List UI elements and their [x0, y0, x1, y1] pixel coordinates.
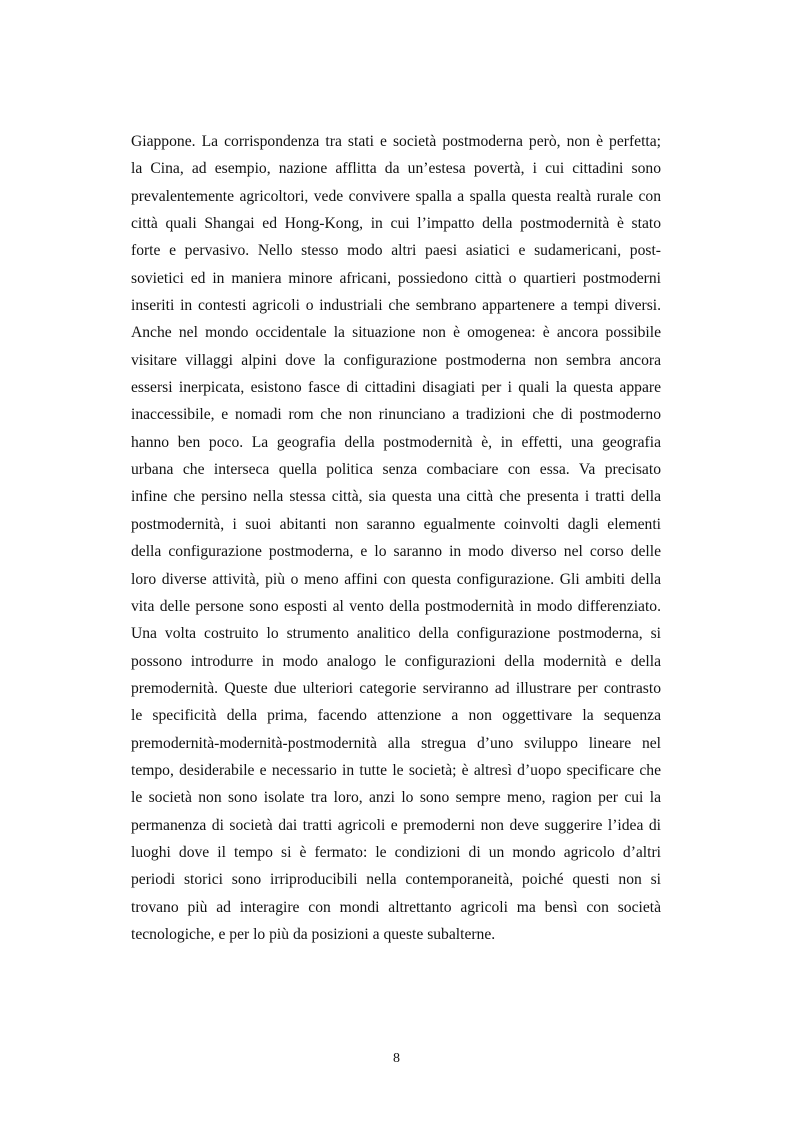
text-line: periodi storici sono irriproducibili nella contemporaneità, poiché questi non si — [131, 871, 661, 889]
text-line: vita delle persone sono esposti al vento della postmodernità in modo differenziato. — [131, 597, 661, 615]
text-line: visitare villaggi alpini dove la configurazione postmoderna non sembra ancora — [131, 351, 661, 369]
text-line: le società non sono isolate tra loro, anzi lo sono sempre meno, ragion per cui la — [131, 789, 661, 807]
text-line: infine che persino nella stessa città, sia questa una città che presenta i tratti della — [131, 488, 661, 506]
text-line: postmodernità, i suoi abitanti non saranno egualmente coinvolti dagli elementi — [131, 515, 661, 533]
text-line: trovano più ad interagire con mondi altrettanto agricoli ma bensì con società — [131, 898, 661, 916]
text-line: forte e pervasivo. Nello stesso modo altri paesi asiatici e sudamericani, post- — [131, 242, 661, 260]
text-line: premodernità. Queste due ulteriori categorie serviranno ad illustrare per contrasto — [131, 679, 661, 697]
text-line: città quali Shangai ed Hong-Kong, in cui l’impatto della postmodernità è stato — [131, 215, 661, 233]
text-line: sovietici ed in maniera minore africani, possiedono città o quartieri postmoderni — [131, 269, 661, 287]
text-line: permanenza di società dai tratti agricoli e premoderni non deve suggerire l’idea di — [131, 816, 661, 834]
page-number: 8 — [393, 1051, 400, 1066]
text-line: premodernità-modernità-postmodernità alla stregua d’uno sviluppo lineare nel — [131, 734, 661, 752]
text-line: inaccessibile, e nomadi rom che non rinunciano a tradizioni che di postmoderno — [131, 406, 661, 424]
text-line: la Cina, ad esempio, nazione afflitta da un’estesa povertà, i cui cittadini sono — [131, 160, 661, 178]
text-line: Giappone. La corrispondenza tra stati e società postmoderna però, non è perfetta; — [131, 133, 661, 150]
text-line: loro diverse attività, più o meno affini con questa configurazione. Gli ambiti della — [131, 570, 661, 588]
text-line: essersi inerpicata, esistono fasce di cittadini disagiati per i quali la questa appare — [131, 379, 661, 397]
text-line: hanno ben poco. La geografia della postmodernità è, in effetti, una geografia — [131, 433, 661, 451]
text-line: urbana che interseca quella politica senza combaciare con essa. Va precisato — [131, 461, 661, 479]
text-line: Una volta costruito lo strumento analitico della configurazione postmoderna, si — [131, 625, 661, 643]
text-line: prevalentemente agricoltori, vede convivere spalla a spalla questa realtà rurale con — [131, 187, 661, 205]
text-line: le specificità della prima, facendo attenzione a non oggettivare la sequenza — [131, 707, 661, 725]
text-line: inseriti in contesti agricoli o industriali che sembrano appartenere a tempi diversi. — [131, 297, 661, 315]
text-line: della configurazione postmoderna, e lo saranno in modo diverso nel corso delle — [131, 543, 661, 561]
text-line: tecnologiche, e per lo più da posizioni a queste subalterne. — [131, 925, 496, 943]
text-line: tempo, desiderabile e necessario in tutte le società; è altresì d’uopo specificare che — [131, 761, 661, 779]
text-line: Anche nel mondo occidentale la situazione non è omogenea: è ancora possibile — [131, 324, 661, 342]
text-line: possono introdurre in modo analogo le configurazioni della modernità e della — [131, 652, 661, 670]
body-text — [131, 128, 661, 948]
text-line: luoghi dove il tempo si è fermato: le condizioni di un mondo agricolo d’altri — [131, 843, 661, 861]
